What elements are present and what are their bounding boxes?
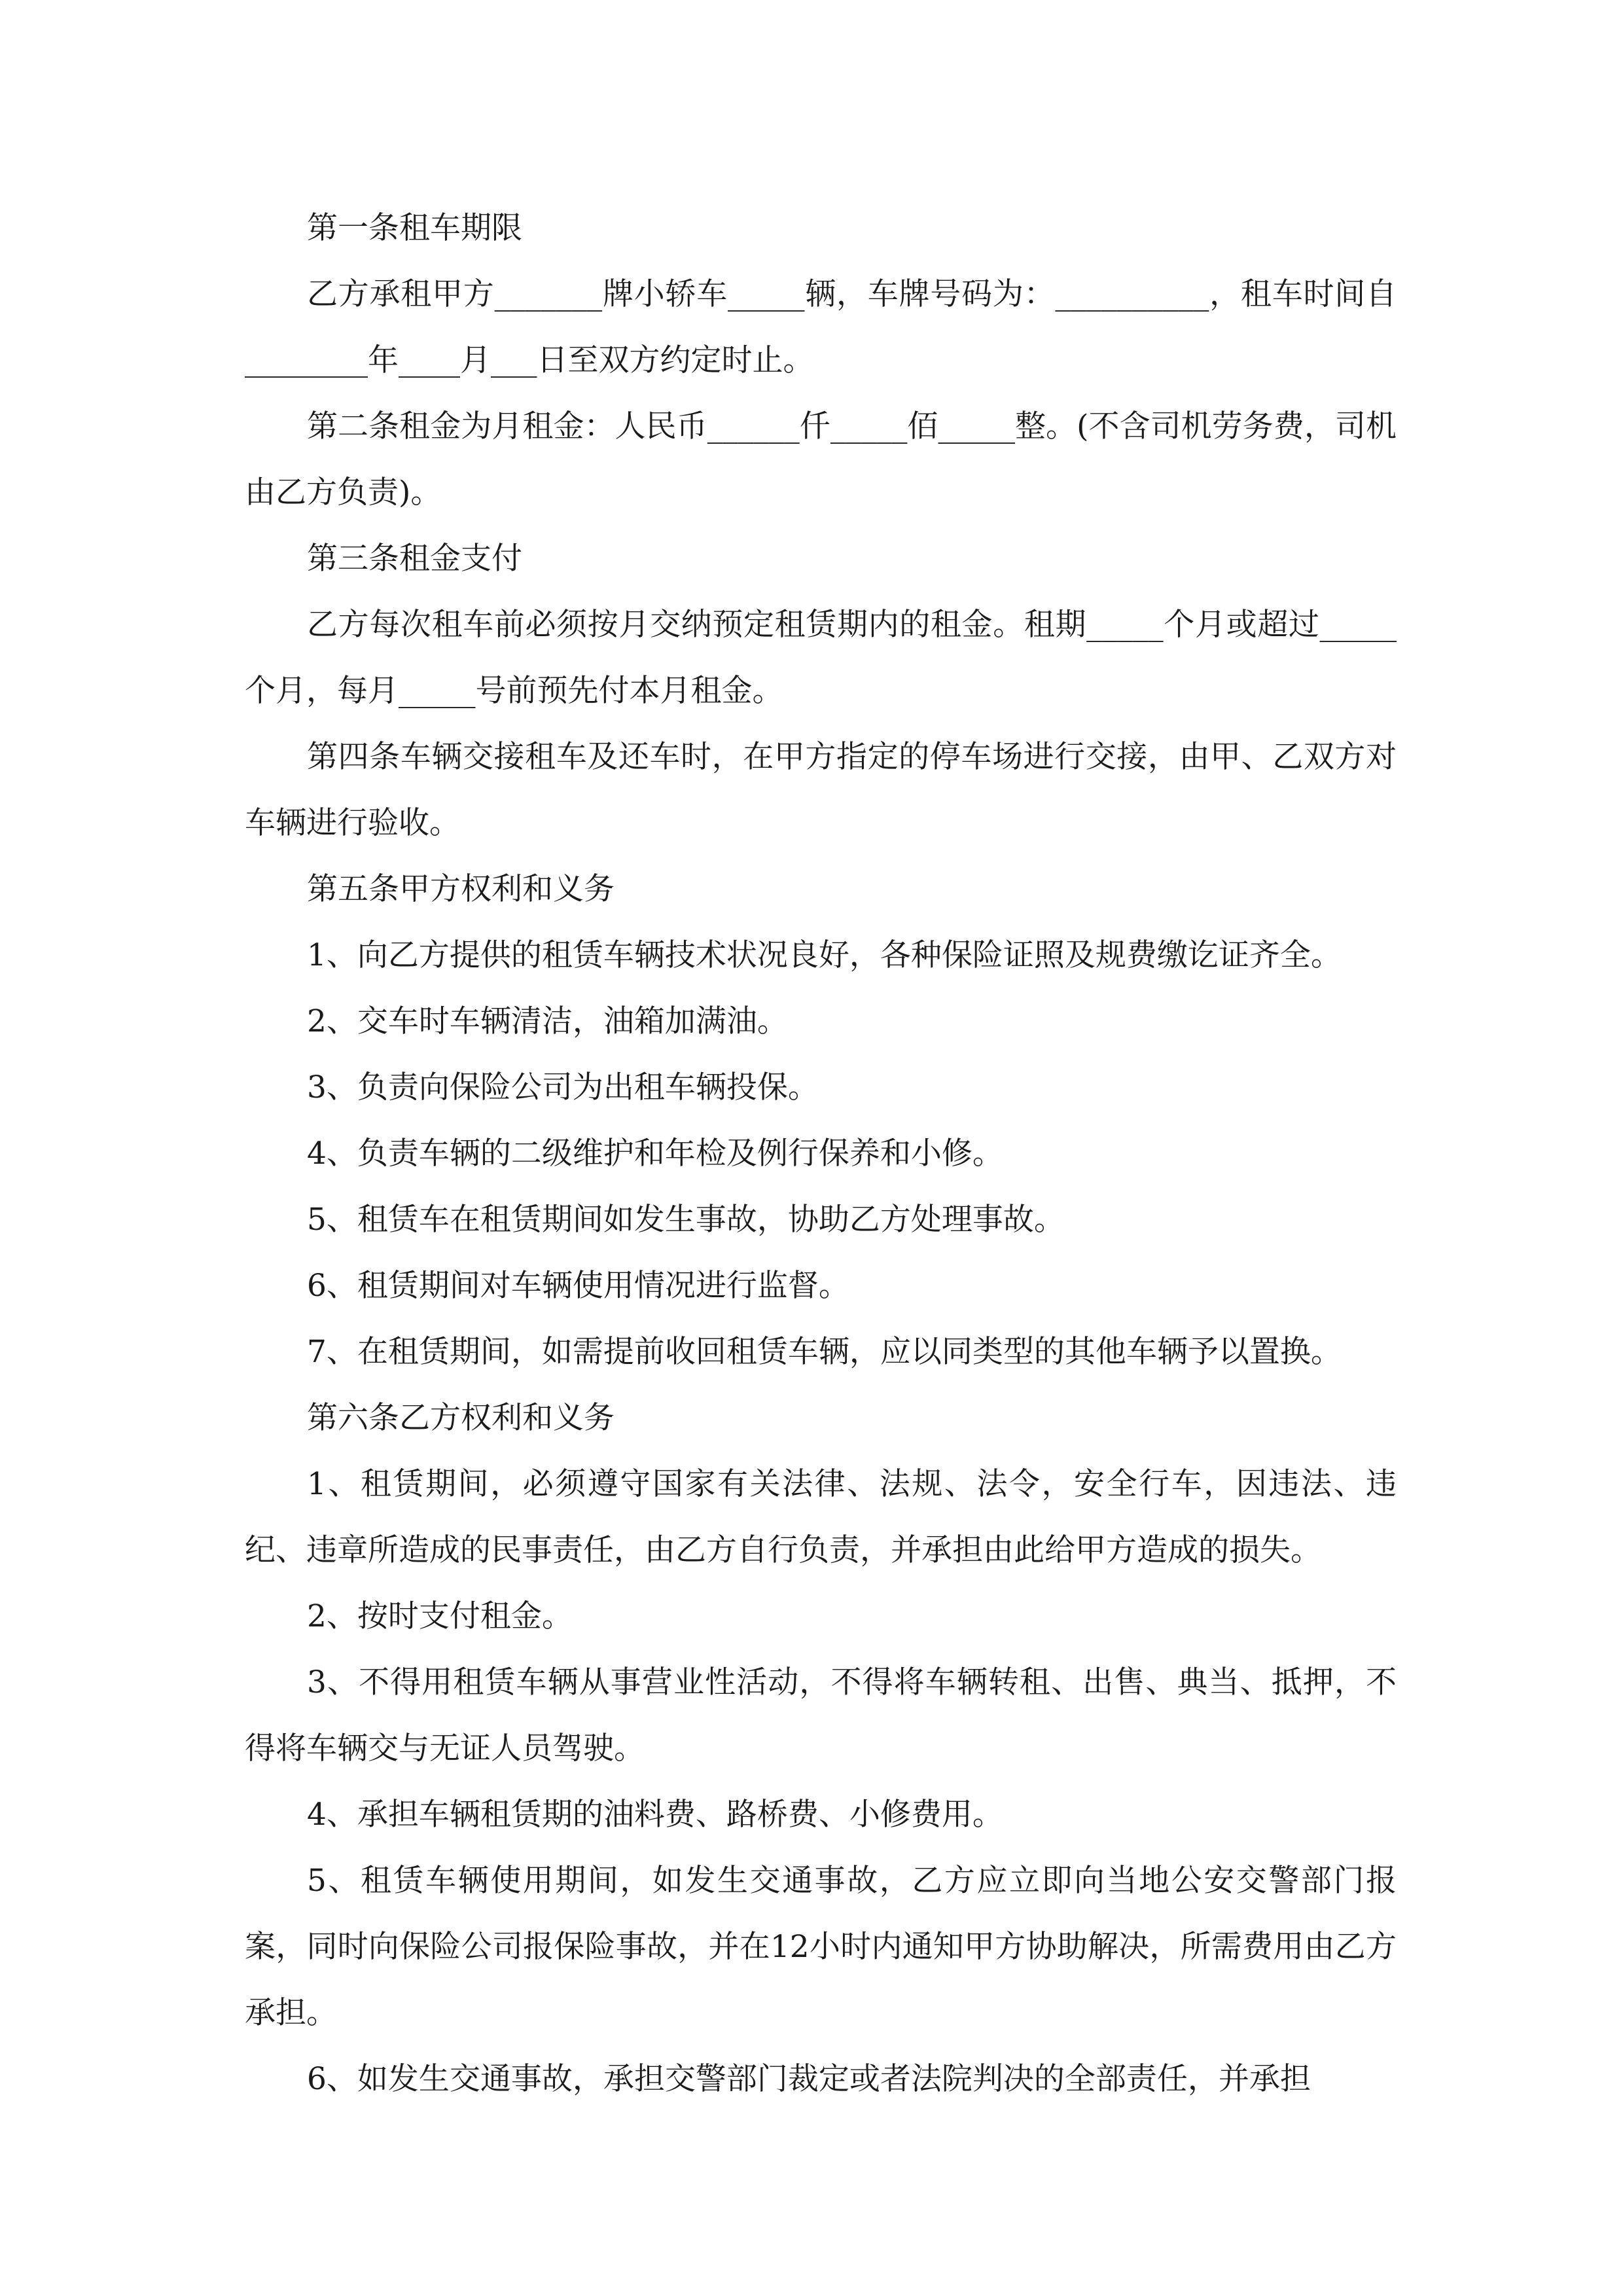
article-5-item-6: 6、租赁期间对车辆使用情况进行监督。 — [307, 1268, 849, 1304]
article-3-text: 乙方每次租车前必须按月交纳预定租赁期内的租金。租期_____个月或超过_____个月，每月_____号前预先付本月租金。 — [245, 607, 1397, 709]
article-6-item-6: 6、如发生交通事故，承担交警部门裁定或者法院判决的全部责任，并承担 — [307, 2061, 1311, 2097]
article-5-item-4: 4、负责车辆的二级维护和年检及例行保养和小修。 — [307, 1136, 1003, 1172]
article-2-text: 第二条租金为月租金：人民币______仟_____佰_____整。(不含司机劳务费，司机由乙方负责)。 — [245, 408, 1397, 511]
article-6-item-1: 1、租赁期间，必须遵守国家有关法律、法规、法令，安全行车，因违法、违纪、违章所造成的民事责任，由乙方自行负责，并承担由此给甲方造成的损失。 — [245, 1466, 1397, 1568]
article-6-item-3: 3、不得用租赁车辆从事营业性活动，不得将车辆转租、出售、典当、抵押，不得将车辆交与无证人员驾驶。 — [245, 1664, 1397, 1767]
article-6-item-4: 4、承担车辆租赁期的油料费、路桥费、小修费用。 — [307, 1797, 1003, 1833]
article-3-heading: 第三条租金支付 — [307, 541, 522, 577]
article-6-item-2: 2、按时支付租金。 — [307, 1598, 573, 1634]
article-4-text: 第四条车辆交接租车及还车时，在甲方指定的停车场进行交接，由甲、乙双方对车辆进行验收。 — [245, 739, 1397, 841]
article-5-item-7: 7、在租赁期间，如需提前收回租赁车辆，应以同类型的其他车辆予以置换。 — [307, 1334, 1342, 1370]
article-5-item-5: 5、租赁车在租赁期间如发生事故，协助乙方处理事故。 — [307, 1202, 1065, 1238]
article-5-item-2: 2、交车时车辆清洁，油箱加满油。 — [307, 1003, 788, 1039]
article-6-item-5: 5、租赁车辆使用期间，如发生交通事故，乙方应立即向当地公安交警部门报案，同时向保险公司报保险事故，并在12小时内通知甲方协助解决，所需费用由乙方承担。 — [245, 1863, 1397, 2031]
article-6-heading: 第六条乙方权利和义务 — [307, 1400, 615, 1436]
article-5-item-3: 3、负责向保险公司为出租车辆投保。 — [307, 1069, 819, 1105]
article-1-text: 乙方承租甲方_______牌小轿车_____辆，车牌号码为：__________，租车时间自________年____月___日至双方约定时止。 — [245, 276, 1397, 378]
document-body — [245, 195, 1397, 2112]
article-5-heading: 第五条甲方权利和义务 — [307, 871, 615, 907]
article-5-item-1: 1、向乙方提供的租赁车辆技术状况良好，各种保险证照及规费缴讫证齐全。 — [307, 937, 1342, 973]
article-1-heading: 第一条租车期限 — [307, 210, 522, 246]
